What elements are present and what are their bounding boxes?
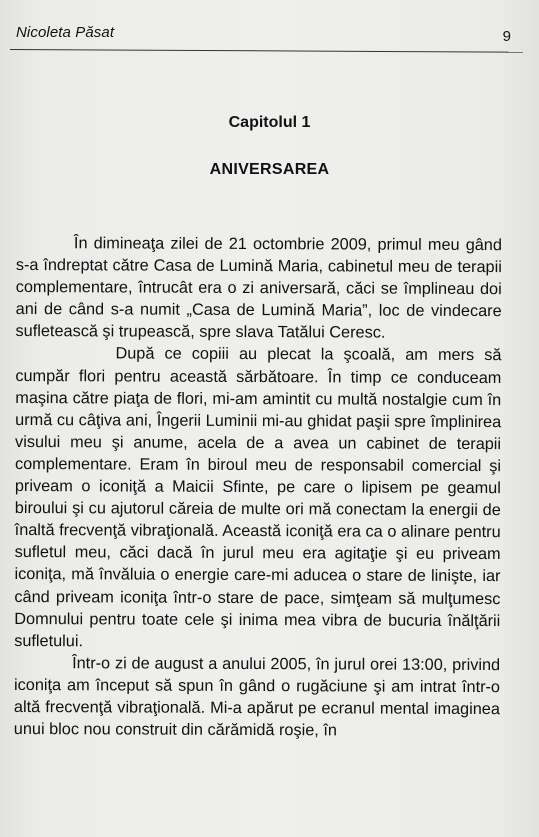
running-header [16, 20, 517, 44]
author-name: Nicoleta Păsat [16, 24, 115, 41]
body-text [14, 232, 502, 742]
header-rule [10, 49, 523, 53]
page-number: 9 [502, 28, 511, 45]
paragraph-2: După ce copiii au plecat la şcoală, am mers să cumpăr flori pentru această sărbătoare. În timp ce conduceam maşina către piaţa de flori, mi-am amintit cu multă nostalgie cum în urmă cu câţiva ani, Îngerii Luminii mi-au ghidat paşii spre împlinirea visului meu şi anume, acela de a avea un cabinet de terapii complementare. Eram în biroul meu de responsabil comercial şi priveam o iconiţă a Maicii Sfinte, pe care o lipisem pe geamul biroului şi cu ajutorul căreia de multe ori mă conectam la energii de înaltă frecvenţă vibraţională. Această iconiţă era ca o alinare pentru sufletul meu, căci dacă în jurul meu era agitaţie şi eu priveam iconiţa, mă învăluia o energie care-mi aducea o stare de linişte, iar când priveam iconiţa într-o stare de pace, simţeam să mulţumesc Domnului pentru toate cele şi inima mea vibra de bucuria înălţării sufletului. [14, 344, 502, 650]
chapter-title: ANIVERSAREA [209, 161, 330, 178]
paragraph-3: Într-o zi de august a anului 2005, în jurul orei 13:00, privind iconiţa am început să spun în gând o rugăciune şi am intrat într-o altă frecvenţă vibraţională. Mi-a apărut pe ecranul mental imaginea unui bloc nou construit din cărămidă roşie, în [13, 654, 501, 740]
chapter-label: Capitolul 1 [228, 114, 311, 131]
paragraph-1: În dimineaţa zilei de 21 octombrie 2009, primul meu gând s-a îndreptat către Casa de Lumină Maria, cabinetul meu de terapii complementare, întrucât era o zi aniversară, căci se împlineau doi ani de când s-a numit „Casa de Lumină Maria”, loc de vindecare sufletească şi trupească, spre slava Tatălui Ceresc. [15, 234, 502, 342]
